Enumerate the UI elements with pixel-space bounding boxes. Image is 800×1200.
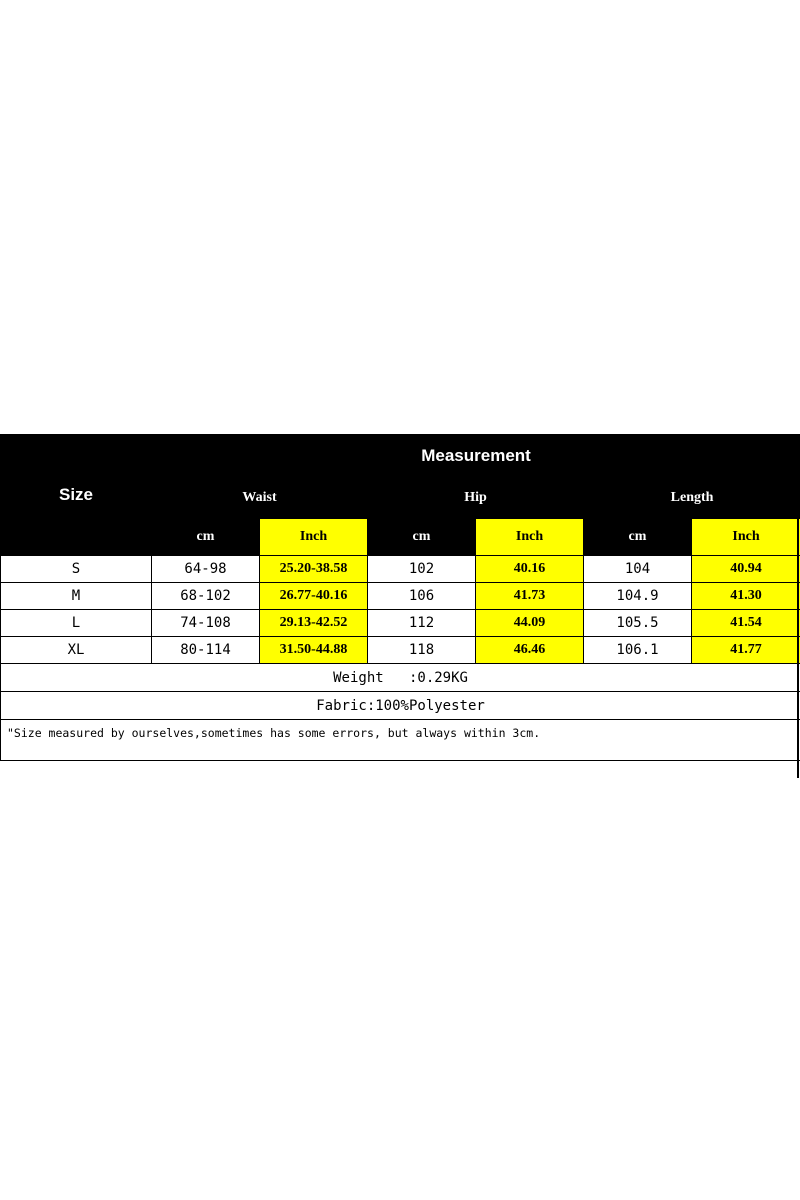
hip-inch-cell: 44.09: [476, 610, 584, 637]
waist-inch-cell: 25.20-38.58: [260, 556, 368, 583]
weight-info: Weight :0.29KG: [1, 664, 800, 692]
hip-inch-cell: 40.16: [476, 556, 584, 583]
hip-cm-cell: 106: [368, 583, 476, 610]
waist-cm-cell: 64-98: [152, 556, 260, 583]
waist-inch-cell: 31.50-44.88: [260, 637, 368, 664]
table-row: [1, 556, 800, 583]
length-cm-cell: 104.9: [584, 583, 692, 610]
waist-cm-cell: 74-108: [152, 610, 260, 637]
size-cell: L: [1, 610, 152, 637]
size-cell: XL: [1, 637, 152, 664]
length-cm-cell: 104: [584, 556, 692, 583]
hip-header: Hip: [368, 478, 584, 519]
waist-cm-cell: 68-102: [152, 583, 260, 610]
length-cm-cell: 105.5: [584, 610, 692, 637]
size-cell: S: [1, 556, 152, 583]
waist-header: Waist: [152, 478, 368, 519]
hip-cm-unit: cm: [368, 519, 476, 556]
fabric-info: Fabric:100%Polyester: [1, 692, 800, 720]
hip-cm-cell: 112: [368, 610, 476, 637]
hip-inch-cell: 46.46: [476, 637, 584, 664]
waist-inch-cell: 26.77-40.16: [260, 583, 368, 610]
waist-inch-cell: 29.13-42.52: [260, 610, 368, 637]
table-row: [1, 610, 800, 637]
table-row: [1, 637, 800, 664]
hip-inch-cell: 41.73: [476, 583, 584, 610]
waist-cm-unit: cm: [152, 519, 260, 556]
length-cm-unit: cm: [584, 519, 692, 556]
length-inch-cell: 41.77: [692, 637, 800, 664]
size-header: Size: [1, 435, 152, 556]
length-inch-unit: Inch: [692, 519, 800, 556]
measurement-header: Measurement: [152, 435, 800, 478]
hip-cm-cell: 102: [368, 556, 476, 583]
hip-cm-cell: 118: [368, 637, 476, 664]
length-inch-cell: 40.94: [692, 556, 800, 583]
size-cell: M: [1, 583, 152, 610]
length-header: Length: [584, 478, 800, 519]
waist-cm-cell: 80-114: [152, 637, 260, 664]
table-right-border: [797, 434, 799, 778]
length-inch-cell: 41.30: [692, 583, 800, 610]
table-row: [1, 583, 800, 610]
length-cm-cell: 106.1: [584, 637, 692, 664]
size-chart-table: [0, 434, 800, 761]
waist-inch-unit: Inch: [260, 519, 368, 556]
length-inch-cell: 41.54: [692, 610, 800, 637]
hip-inch-unit: Inch: [476, 519, 584, 556]
size-note: "Size measured by ourselves,sometimes has some errors, but always within 3cm.: [1, 720, 800, 761]
